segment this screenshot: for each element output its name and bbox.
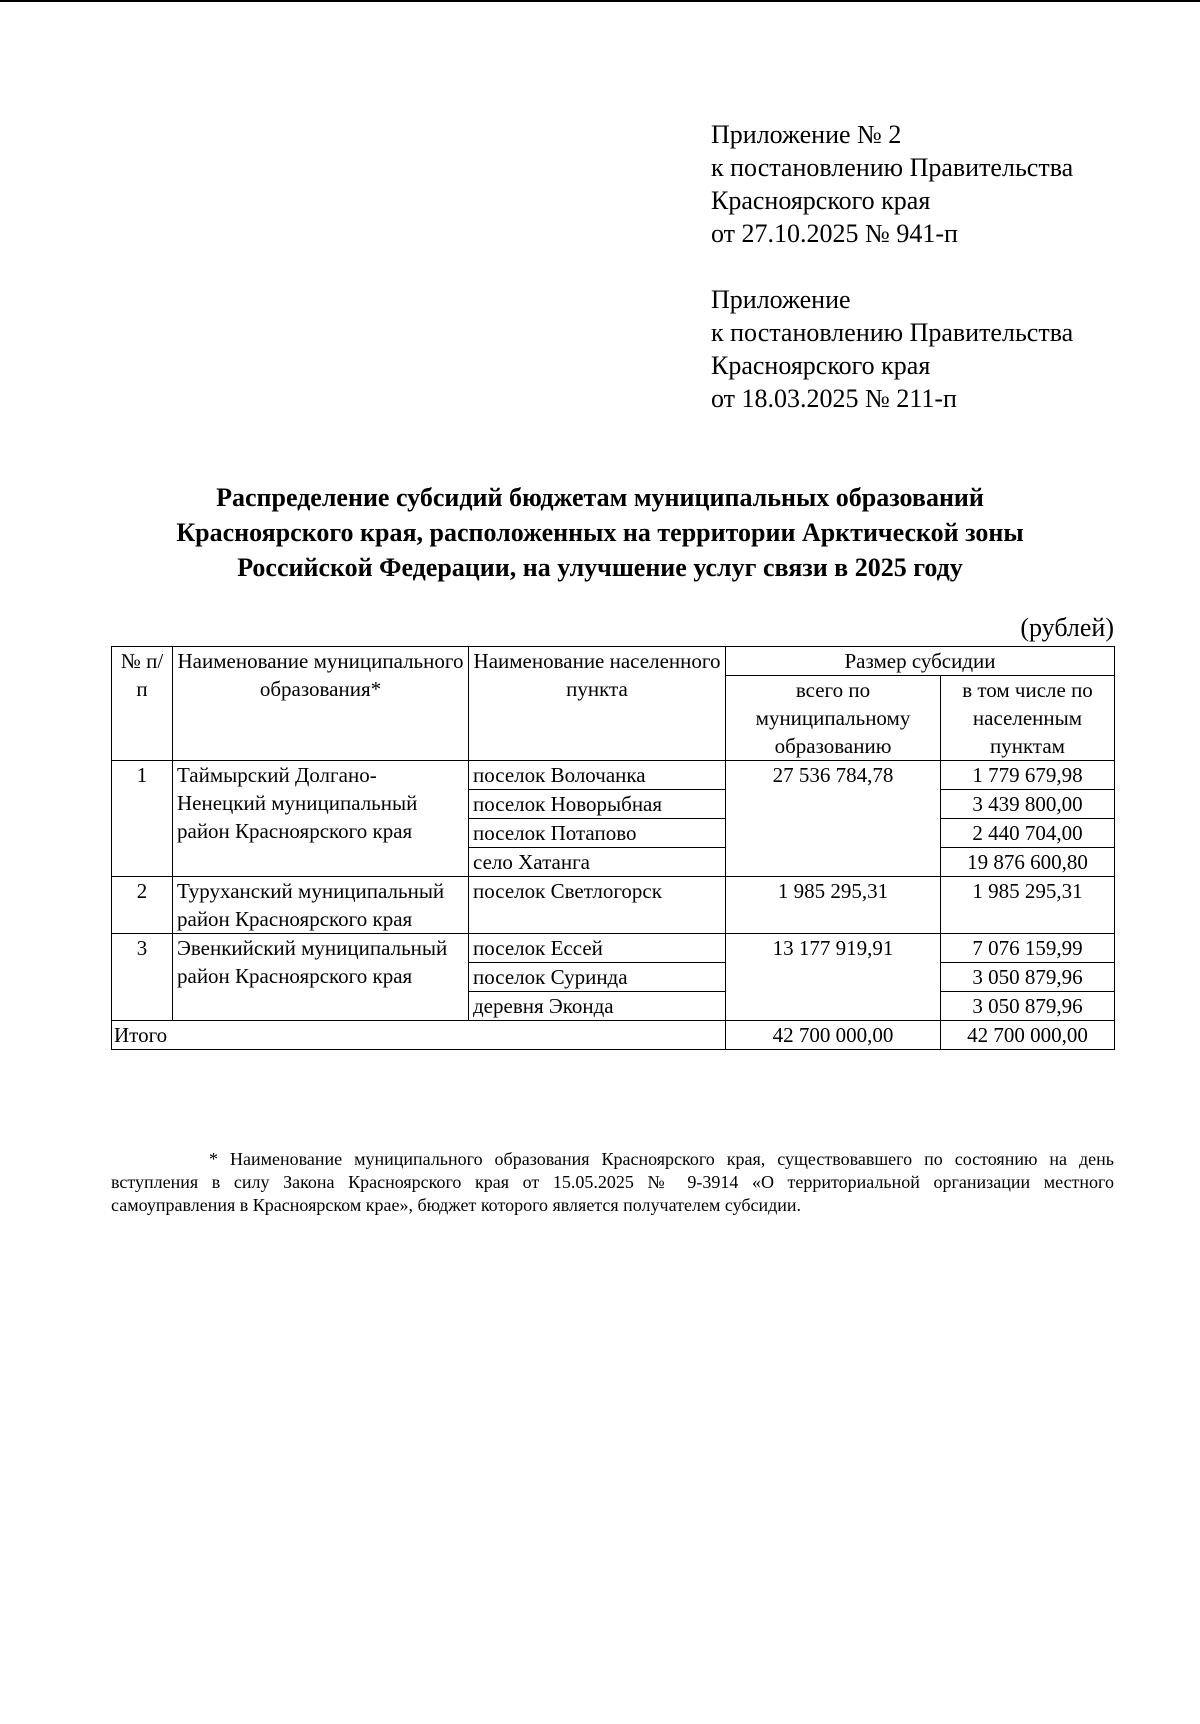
appendix-line: Приложение xyxy=(711,285,851,314)
settlement-amount: 3 439 800,00 xyxy=(941,790,1115,819)
totals-by-settlement: 42 700 000,00 xyxy=(941,1021,1115,1050)
settlement-name: поселок Ессей xyxy=(469,934,726,963)
subsidy-table xyxy=(111,646,1115,1050)
settlement-name: поселок Новорыбная xyxy=(469,790,726,819)
row-num: 1 xyxy=(112,761,173,877)
appendix-2-header xyxy=(711,118,1181,250)
appendix-line: Красноярского края xyxy=(711,186,931,215)
table-row xyxy=(112,934,1115,963)
appendix-line: от 18.03.2025 № 211-п xyxy=(711,384,957,413)
totals-total: 42 700 000,00 xyxy=(726,1021,941,1050)
settlement-amount: 3 050 879,96 xyxy=(941,992,1115,1021)
table-row xyxy=(112,761,1115,790)
settlement-amount: 19 876 600,80 xyxy=(941,848,1115,877)
settlement-amount: 1 779 679,98 xyxy=(941,761,1115,790)
table-row xyxy=(112,877,1115,934)
appendix-header xyxy=(711,283,1181,415)
settlement-amount: 3 050 879,96 xyxy=(941,963,1115,992)
header-settlement: Наименование населенного пункта xyxy=(469,647,726,761)
header-subsidy: Размер субсидии xyxy=(726,647,1115,676)
header-total: всего по муниципальному образованию xyxy=(726,676,941,761)
row-num: 3 xyxy=(112,934,173,1021)
footnote: * Наименование муниципального образования Красноярского края, существовавшего по состоянию на день вступления в силу Закона Красноярского края от 15.05.2025 № 9-3914 «О территориальной организации местного самоуправления в Красноярском крае», бюджет которого является получателем субсидии. xyxy=(111,1149,1114,1215)
settlement-name: поселок Волочанка xyxy=(469,761,726,790)
header-num: № п/п xyxy=(112,647,173,761)
document-title xyxy=(100,480,1100,585)
totals-label: Итого xyxy=(112,1021,726,1050)
title-line: Распределение субсидий бюджетам муниципальных образований xyxy=(216,483,984,512)
settlement-name: поселок Светлогорск xyxy=(469,877,726,934)
page-top-border xyxy=(0,0,1200,2)
settlement-amount: 7 076 159,99 xyxy=(941,934,1115,963)
header-municipality: Наименование муниципального образования* xyxy=(173,647,469,761)
municipality-name: Таймырский Долгано-Ненецкий муниципальный район Красноярского края xyxy=(173,761,469,877)
totals-row xyxy=(112,1021,1115,1050)
appendix-line: Красноярского края xyxy=(711,351,931,380)
appendix-line: к постановлению Правительства xyxy=(711,318,1074,347)
municipality-name: Эвенкийский муниципальный район Красноярского края xyxy=(173,934,469,1021)
municipality-total: 1 985 295,31 xyxy=(726,877,941,934)
settlement-name: поселок Потапово xyxy=(469,819,726,848)
settlement-name: село Хатанга xyxy=(469,848,726,877)
appendix-line: к постановлению Правительства xyxy=(711,153,1074,182)
municipality-total: 13 177 919,91 xyxy=(726,934,941,1021)
appendix-line: от 27.10.2025 № 941-п xyxy=(711,219,958,248)
title-line: Российской Федерации, на улучшение услуг связи в 2025 году xyxy=(237,553,963,582)
settlement-amount: 2 440 704,00 xyxy=(941,819,1115,848)
appendix-line: Приложение № 2 xyxy=(711,120,902,149)
municipality-name: Туруханский муниципальный район Красноярского края xyxy=(173,877,469,934)
municipality-total: 27 536 784,78 xyxy=(726,761,941,877)
units-label: (рублей) xyxy=(1020,613,1114,642)
header-by-settlement: в том числе по населенным пунктам xyxy=(941,676,1115,761)
settlement-name: деревня Эконда xyxy=(469,992,726,1021)
settlement-name: поселок Суринда xyxy=(469,963,726,992)
title-line: Красноярского края, расположенных на территории Арктической зоны xyxy=(176,518,1024,547)
row-num: 2 xyxy=(112,877,173,934)
settlement-amount: 1 985 295,31 xyxy=(941,877,1115,934)
